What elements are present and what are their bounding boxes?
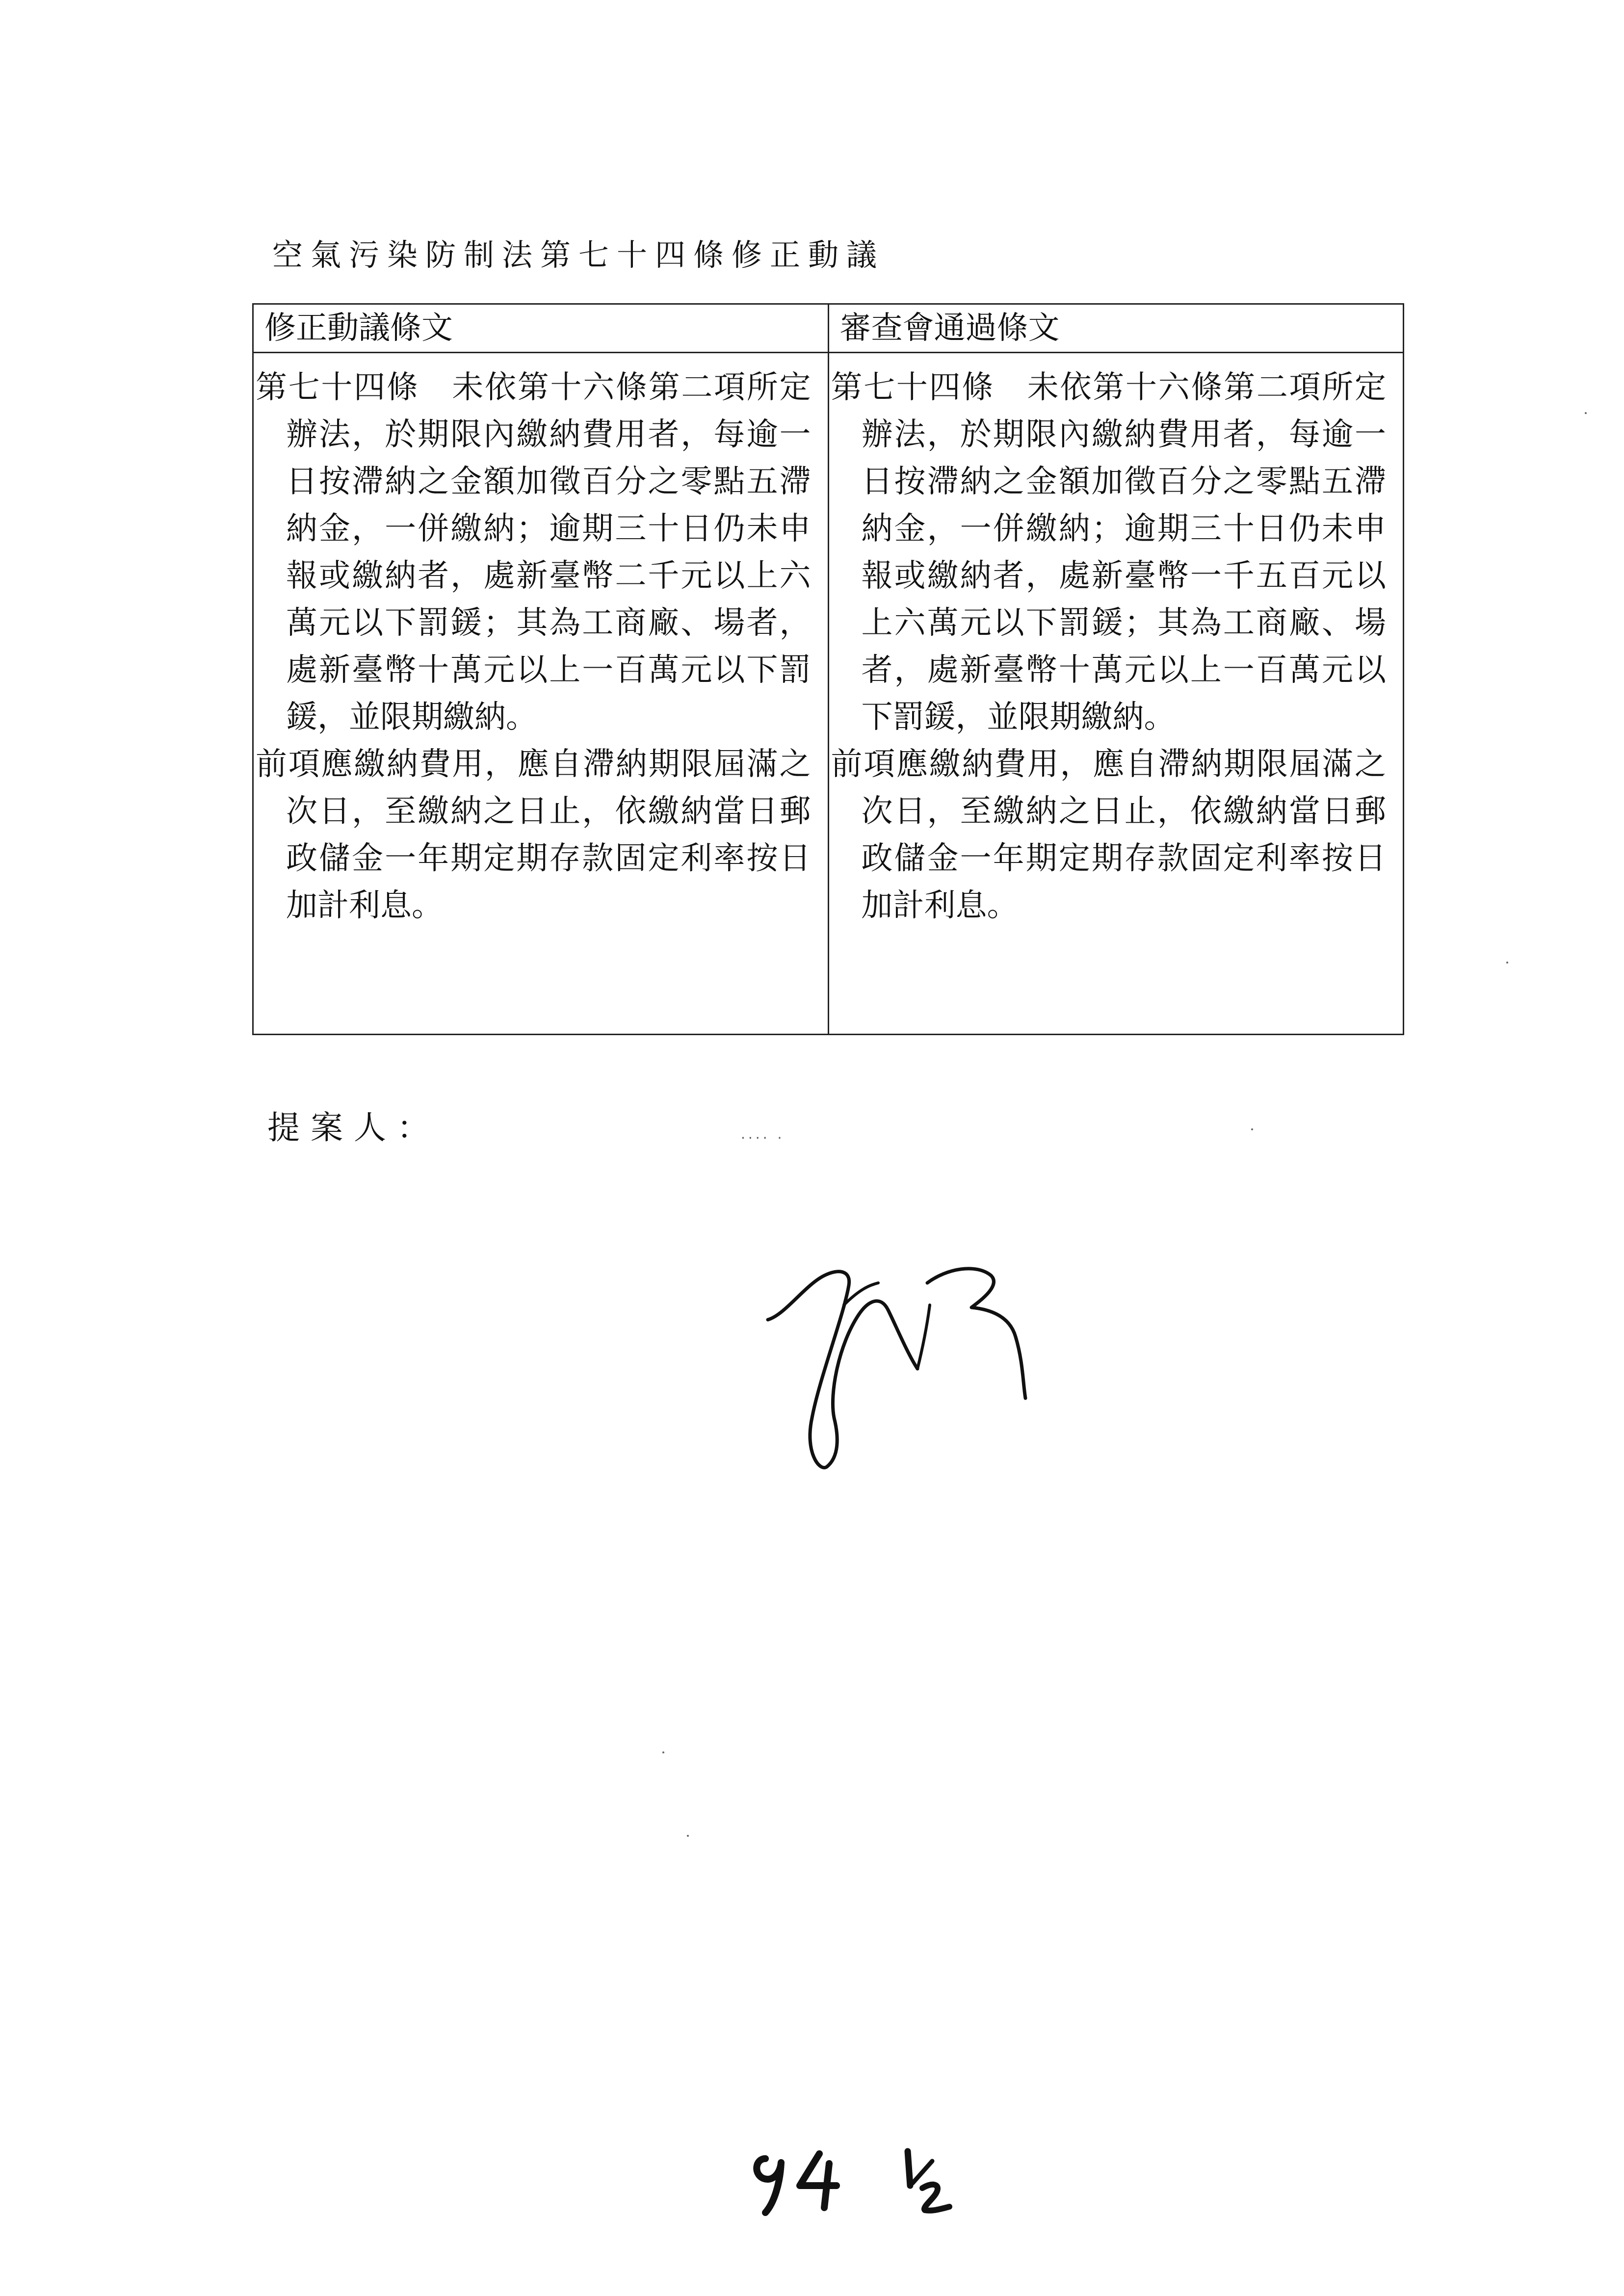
motion-paragraph-2: 前項應繳納費用，應自滯納期限屆滿之次日，至繳納之日止，依繳納當日郵政儲金一年期定期存款固定利率按日加計利息。 bbox=[256, 746, 811, 924]
handwritten-page-number bbox=[746, 2139, 1001, 2218]
committee-paragraph-1: 第七十四條 未依第十六條第二項所定辦法，於期限內繳納費用者，每逾一日按滯納之金額加徵百分之零點五滯納金，一併繳納；逾期三十日仍未申報或繳納者，處新臺幣一千五百元以上六萬元以下罰鍰；其為工商廠、場者，處新臺幣十萬元以上一百萬元以下罰鍰，並限期繳納。 bbox=[831, 369, 1386, 735]
header-committee-text: 審查會通過條文 bbox=[828, 304, 1404, 353]
proposer-dots: .... . bbox=[741, 1126, 785, 1142]
scan-speck bbox=[1506, 962, 1508, 964]
table-body-row bbox=[253, 353, 1404, 1035]
document-title: 空氣污染防制法第七十四條修正動議 bbox=[272, 237, 885, 273]
scan-speck bbox=[662, 1751, 664, 1753]
amendment-comparison-table bbox=[252, 303, 1404, 1035]
scan-speck bbox=[1585, 412, 1587, 414]
handwritten-signature bbox=[765, 1256, 1070, 1482]
header-motion-text: 修正動議條文 bbox=[253, 304, 829, 353]
committee-paragraph-2: 前項應繳納費用，應自滯納期限屆滿之次日，至繳納之日止，依繳納當日郵政儲金一年期定期存款固定利率按日加計利息。 bbox=[831, 746, 1386, 924]
table-header-row bbox=[253, 304, 1404, 353]
proposer-label: 提案人： bbox=[267, 1109, 440, 1147]
scan-speck bbox=[687, 1835, 689, 1837]
motion-paragraph-1: 第七十四條 未依第十六條第二項所定辦法，於期限內繳納費用者，每逾一日按滯納之金額加徵百分之零點五滯納金，一併繳納；逾期三十日仍未申報或繳納者，處新臺幣二千元以上六萬元以下罰鍰；其為工商廠、場者，處新臺幣十萬元以上一百萬元以下罰鍰，並限期繳納。 bbox=[256, 369, 811, 735]
motion-article-cell bbox=[253, 353, 829, 1035]
committee-article-cell bbox=[828, 353, 1404, 1035]
scan-speck bbox=[1251, 1128, 1253, 1130]
